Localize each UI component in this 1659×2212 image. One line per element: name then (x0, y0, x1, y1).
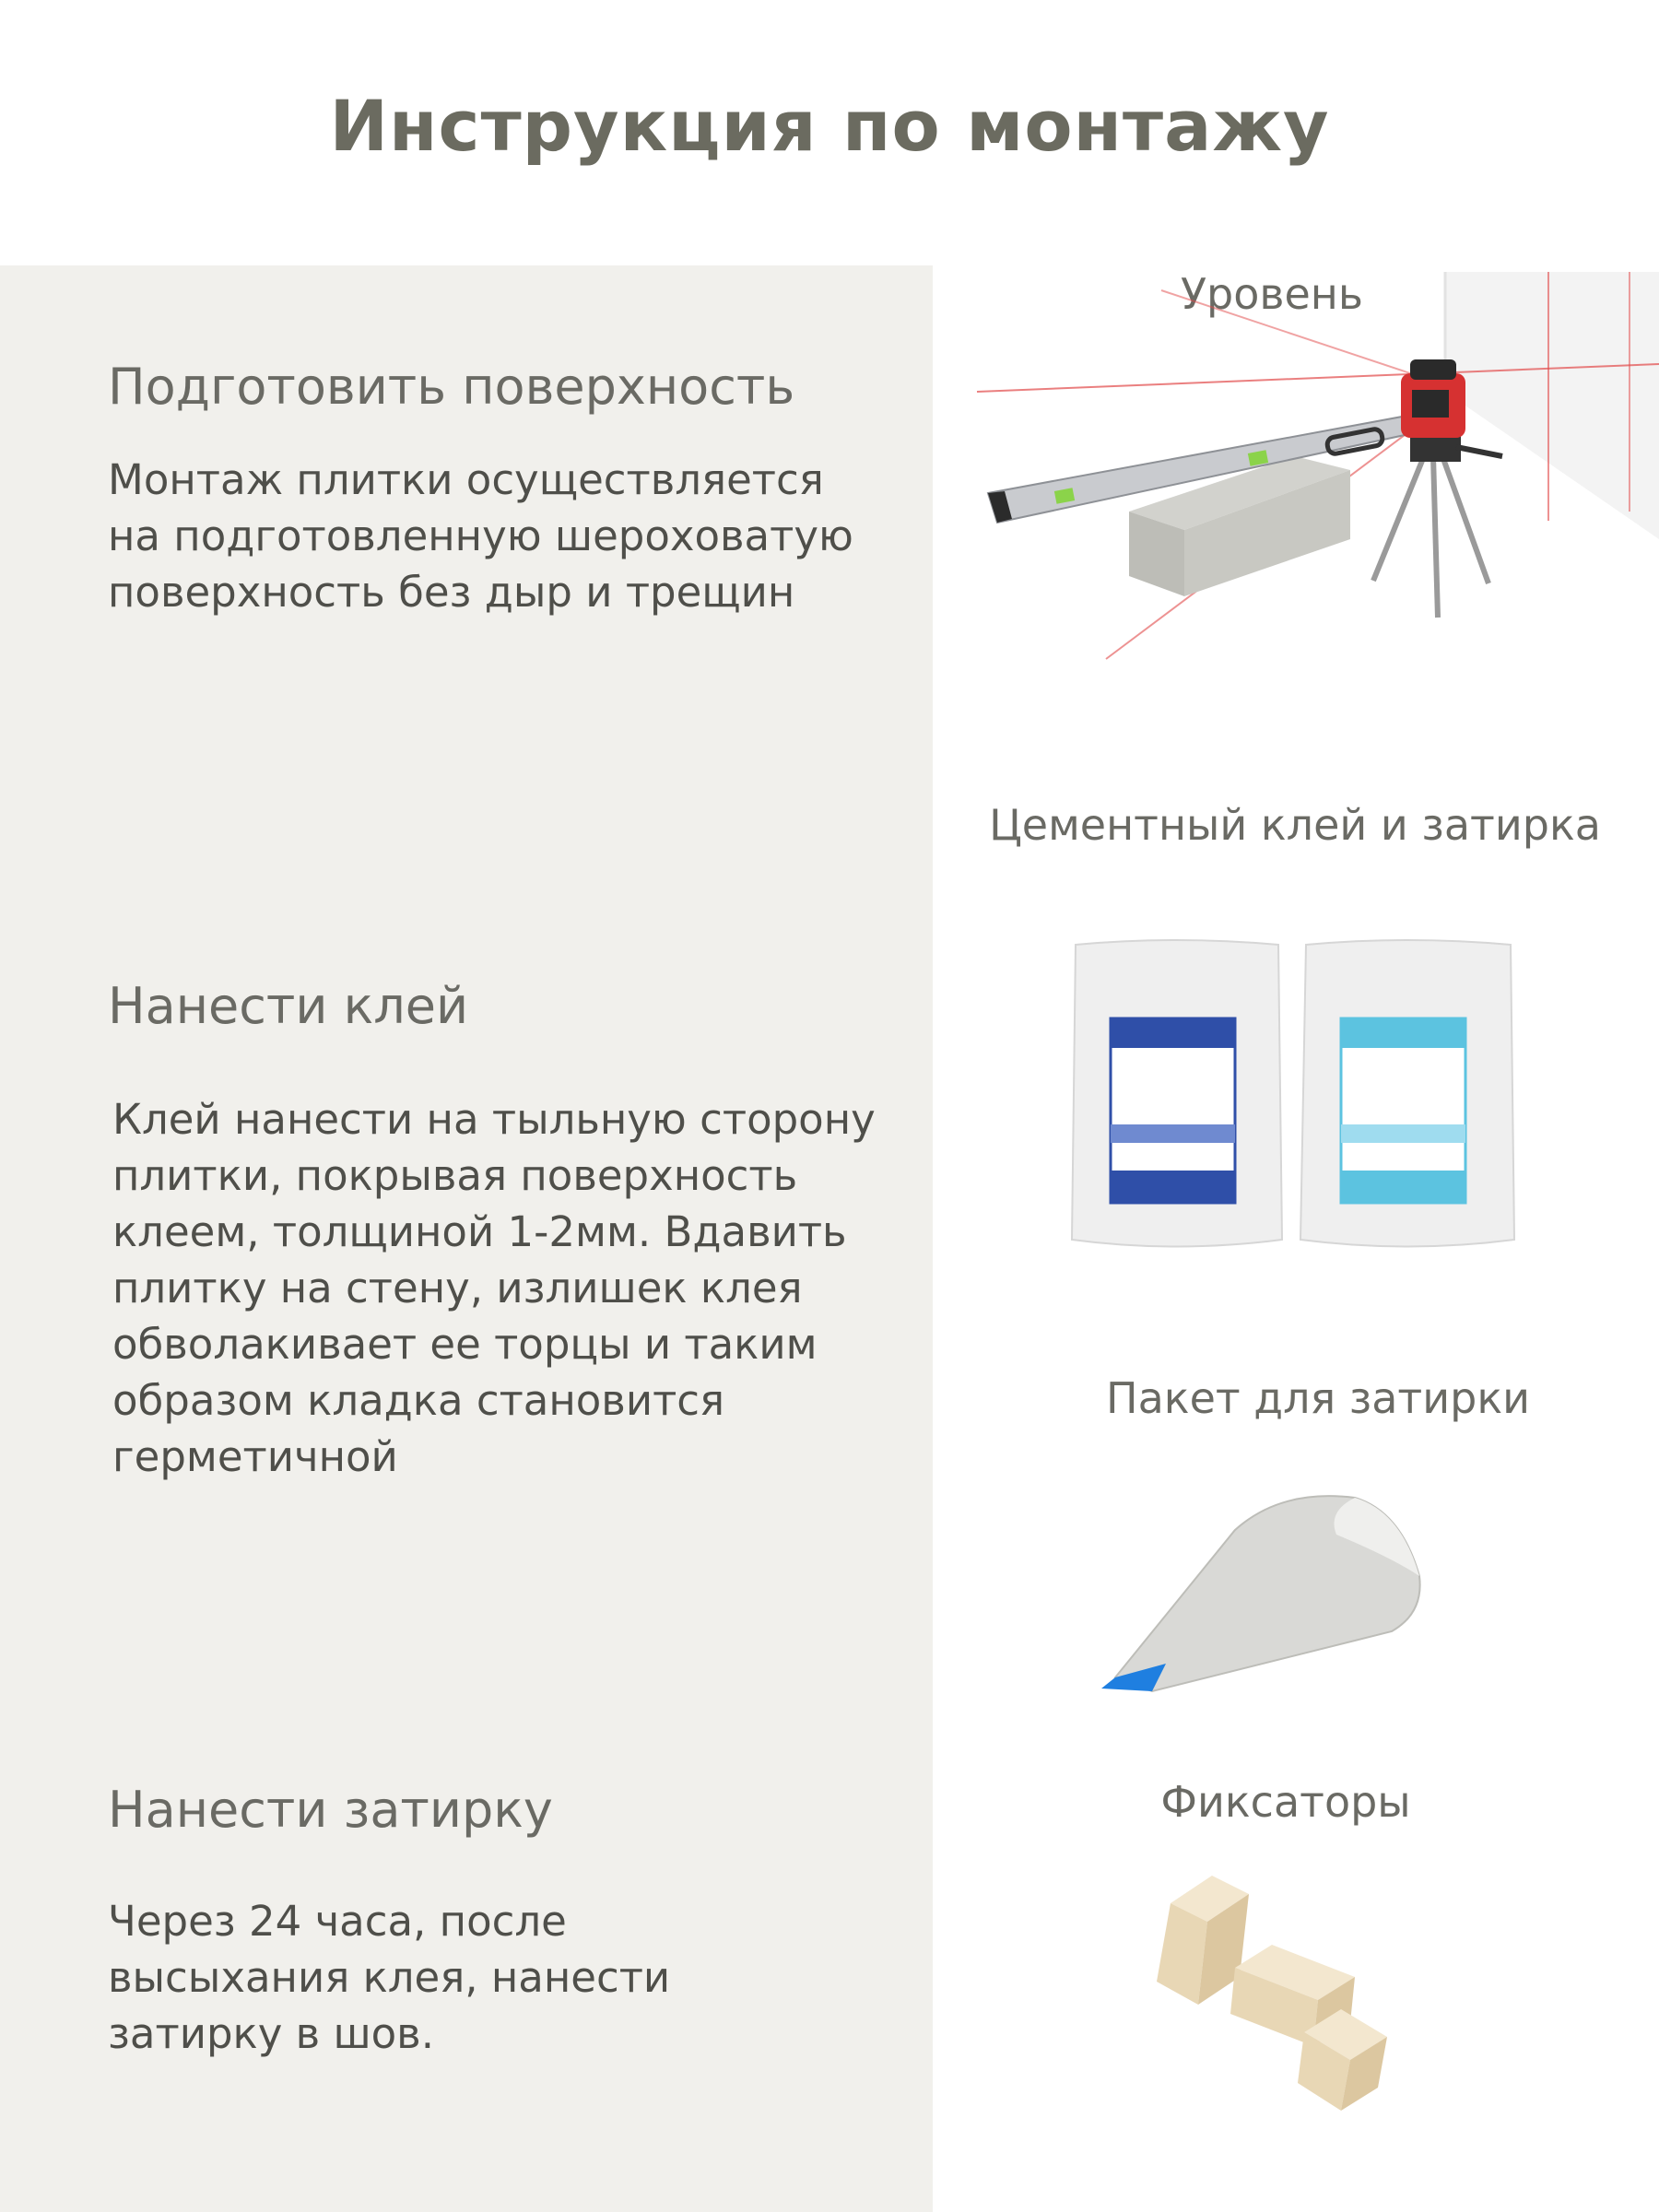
page-title: Инструкция по монтажу (329, 85, 1330, 167)
step-3-title: Нанести затирку (108, 1781, 553, 1839)
laser-level-icon (977, 272, 1659, 677)
cement-bags-icon (1065, 935, 1521, 1253)
tool-label-spacers: Фиксаторы (1160, 1777, 1411, 1827)
tile-spacers-icon (1134, 1866, 1438, 2124)
step-1-title: Подготовить поверхность (108, 358, 795, 416)
tool-label-grout-bag: Пакет для затирки (1106, 1373, 1530, 1423)
grout-bag-icon (1097, 1493, 1429, 1696)
tool-label-level: Уровень (1181, 269, 1363, 319)
step-2-title: Нанести клей (108, 977, 469, 1035)
step-2-text: Клей нанести на тыльную сторону плитки, покрывая поверхность клеем, толщиной 1-2мм. Вдавить плитку на стену, излишек клея обволакивает ее торцы и таким образом кладка становится герметичной (112, 1095, 876, 1481)
step-1-text: Монтаж плитки осуществляется на подготовленную шероховатую поверхность без дыр и трещин (108, 455, 853, 617)
tool-label-cement: Цементный клей и затирка (989, 800, 1601, 850)
step-3-text: Через 24 часа, после высыхания клея, нанести затирку в шов. (108, 1897, 671, 2058)
